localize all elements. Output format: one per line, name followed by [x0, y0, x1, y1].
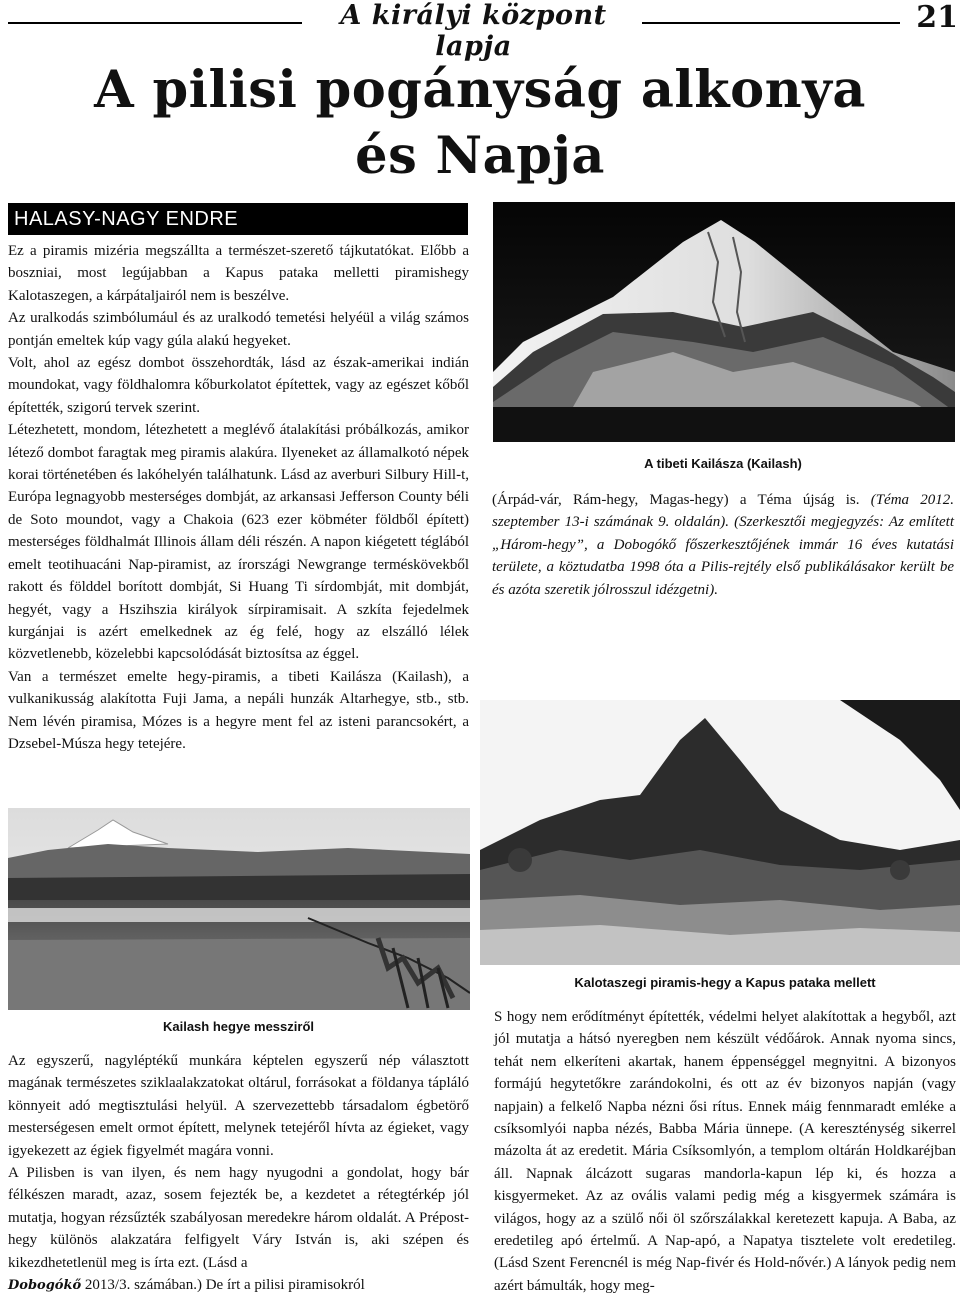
magazine-logo: Dobogókő: [8, 1278, 82, 1294]
column-2: [492, 489, 954, 601]
editor-note: (Téma 2012. szeptember 13-i számának 9. oldalán). (Szerkesztői megjegyzés: Az említett „Három-hegy”, a Dobogókő főszerkesztőjének immár 16 éves kutatási területe, a köztudatba 1998 óta a Pilis-rejtély első publikálásakor került be és azóta szeretik jólrosszul idézgetni).: [492, 492, 955, 598]
column-4: [494, 1006, 956, 1297]
column-1: [8, 240, 469, 755]
paragraph: Volt, ahol az egész dombot összehordták, lásd az észak-amerikai indián moundokat, vagy földhalomra kőburkolatot építettek, vagy az egészet kőből építették, szigorú tervek szerint.: [8, 355, 469, 416]
paragraph: Van a természet emelte hegy-piramis, a tibeti Kailásza (Kailash), a vulkanikusság alakította Fuji Jama, a nepáli hunzák Altarhegye, stb., stb. Nem lévén piramisa, Mózes is a hegyre ment fel az isteni parancsokért, a Dzsebel-Músza hegy tetejére.: [8, 668, 469, 752]
header-rule-left: [8, 22, 302, 24]
article-title-line-1: A pilisi pogányság alkonya: [94, 60, 866, 120]
text-run: (Árpád-vár, Rám-hegy, Magas-hegy) a Téma újság is.: [492, 492, 871, 508]
article-title-line-2: és Napja: [355, 126, 605, 186]
photo-caption: Kalotaszegi piramis-hegy a Kapus pataka mellett: [574, 975, 876, 990]
page-number: 21: [916, 0, 958, 35]
photo-caption: A tibeti Kailásza (Kailash): [644, 456, 802, 471]
kailash-far-photo: [8, 808, 470, 1010]
kailash-photo: [493, 202, 955, 442]
text-run: 2013/3. számában.) De írt a pilisi piramisokról: [81, 1277, 365, 1294]
photo-caption: Kailash hegye messziről: [162, 1019, 314, 1034]
paragraph-end: [8, 1274, 469, 1297]
paragraph: A Pilisben is van ilyen, és nem hagy nyugodni a gondolat, hogy bár félkészen maradt, azaz, sosem fejezték be, a kezdetet a rétegtérkép jól mutatja, hogyan rézsűzték szabályosan meredekre három oldalát. A Prépost-hegy különös alakzatára felfigyelt Váry István is, aki szépen és kikezdhetetlenül meg is írta ezt. (Lásd a: [8, 1165, 469, 1271]
paragraph: S hogy nem erődítményt építették, védelmi helyet alakítottak a hegyből, azt jól mutatja a hátsó nyeregben nem készült védőárok. Annak nyoma sincs, tehát nem elkeríteni akartak, hanem éppenséggel megnyitni. A bizonyos formájú hegytetőkre zarándokolni, és ott az év bizonyos napján (vagy napjain) a felkelő Napba nézni ősi rítus. Ennek máig fennmaradt emléke a csíksomlyói napba nézés, Babba Mária ünnepe. (A kereszténység sikerrel mázolta át az eredetit. Mária Csíksomlyón, a templom oltárán Holdkaréjban áll. Napnak álcázott sugaras mandorla-kapun lép ki, és hozza a kisgyermeket. Az az ovális valami pedig még a kisgyermek számára is világos, hogy az a szülő női öl szőrszálakkal keretezett kapuja. A Baba, az eredetileg apó értelmű. A Nap-apó, a Napatya tisztelete volt eredetileg. (Lásd Szent Ferencnél is még Nap-fivér és Hold-nővér.) A lányok pedig nem azért bámulták, hogy meg-: [494, 1009, 956, 1294]
author-name: HALASY-NAGY ENDRE: [14, 208, 239, 230]
running-header-title: A királyi központ lapja: [340, 0, 607, 62]
column-3: [8, 1050, 469, 1297]
kalotaszeg-photo: [480, 700, 960, 965]
paragraph: Létezhetett, mondom, létezhetett a meglévő átalakítási próbálkozás, amikor létező dombot faragtak meg piramis alakúra. Ilyeneket az államalkotó népek korai történetében és lakóhelyén találhatunk. Lásd az averburi Silbury Hill-t, Európa legnagyobb mesterséges dombját, az arkansasi Jefferson County béli de Soto moundot, vagy a Chakoia (623 ezer köbméter földből épített) mesterséges földhalmát Illinois állam déli részén. A napon kiégetett téglából emelt teotihuacáni Nap-piramist, az írországi Newgrange terméskövekből rakott és földdel borított dombját, Si Huang Ti sírdombját, mit dombját, hegyét, vagy a Hszihszia királyok sírpiramisait. A szkíta fejedelmek kurgánjai is azért emelkednek az ég felé, hogy az elszálló lélek közvetlenebb, közelebbi kapcsolódását biztosítsa az éggel.: [8, 422, 469, 663]
header-rule-right: [642, 22, 900, 24]
paragraph: Ez a piramis mizéria megszállta a természet-szerető tájkutatókat. Előbb a boszniai, most legújabban a Kapus pataka melletti piramishegy Kalotaszegen, a kárpátaljairól nem is beszélve.: [8, 243, 469, 304]
paragraph: Az egyszerű, nagyléptékű munkára képtelen egyszerű nép választott magának természetes sziklaalakzatokat oltárul, forrásokat a földanya tápláló könnyeit adó megtisztulási helyül. A szervezettebb társadalom égbetörő mesterségesen emelt ormot épített, melynek tetejéről hívta az égieket, vagy igyekezett az égiek figyelmét magára vonni.: [8, 1053, 469, 1159]
paragraph: Az uralkodás szimbólumául és az uralkodó temetési helyéül a világ számos pontján emeltek kúp vagy gúla alakú hegyeket.: [8, 310, 469, 349]
